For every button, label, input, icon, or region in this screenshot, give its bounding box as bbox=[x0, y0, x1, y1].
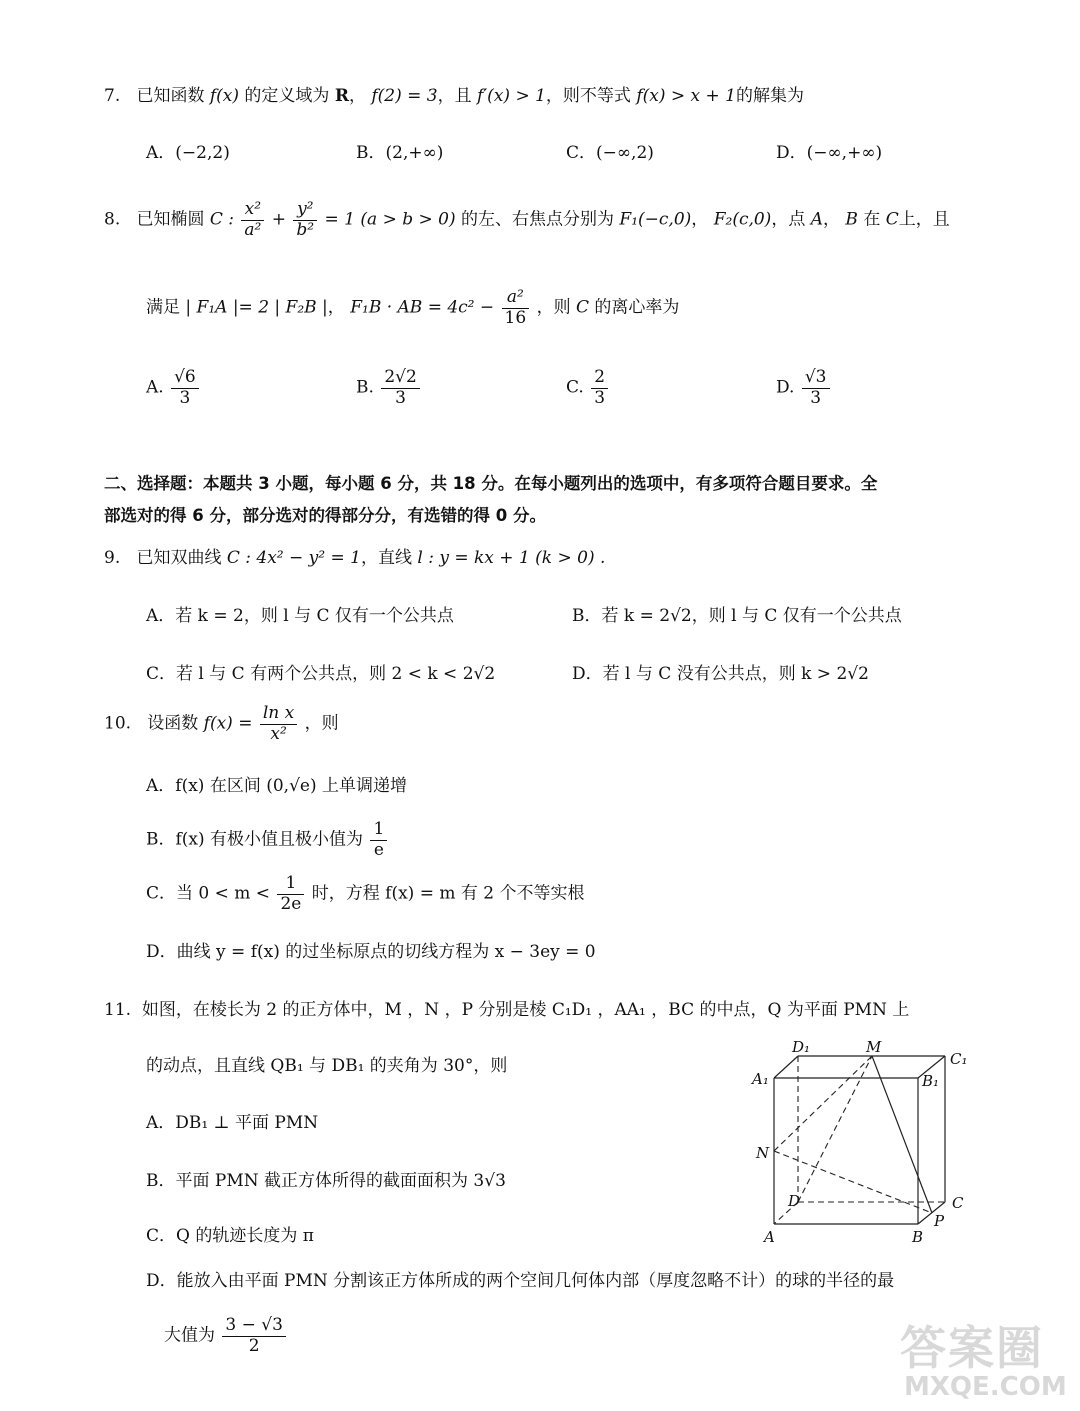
label-c1: C₁ bbox=[950, 1050, 968, 1068]
q10-frac: $\frac{\text{ln x}}{\text{x²}}$ bbox=[260, 704, 297, 744]
q10-option-a: A．f(x) 在区间 (0,√e) 上单调递增 bbox=[146, 776, 408, 796]
label-a1: A₁ bbox=[752, 1070, 769, 1088]
label-d1: D₁ bbox=[792, 1038, 811, 1056]
q7-option-d: D．(−∞,+∞) bbox=[776, 143, 883, 163]
q11-option-b: B．平面 PMN 截正方体所得的截面面积为 3√3 bbox=[146, 1171, 506, 1191]
q10-option-c: C．当 0 < m < $\frac{1}{2e}$ 时，方程 f(x) = m 有 2 个不等实根 bbox=[146, 873, 585, 914]
q8-option-c: C. $\frac{2}{3}$ bbox=[566, 368, 610, 408]
q8-frac-a2-16: $\frac{\text{a²}}{16}$ bbox=[502, 288, 530, 328]
label-d: D bbox=[788, 1192, 801, 1210]
q8-option-d: D. $\frac{√3}{3}$ bbox=[776, 368, 832, 408]
q9-option-b: B．若 k = 2√2，则 l 与 C 仅有一个公共点 bbox=[572, 606, 902, 626]
q11-option-d: D．能放入由平面 PMN 分割该正方体所成的两个空间几何体内部（厚度忽略不计）的球的半径的最 bbox=[146, 1271, 895, 1291]
segment-n-m bbox=[774, 1056, 872, 1151]
label-b1: B₁ bbox=[922, 1072, 940, 1090]
section2-heading-line1: 二、选择题：本题共 3 小题，每小题 6 分，共 18 分。在每小题列出的选项中，有多项符合题目要求。全 bbox=[104, 474, 878, 493]
q9-stem: 9. 已知双曲线 C : 4x² − y² = 1，直线 l : y = kx + 1 (k > 0) . bbox=[104, 548, 606, 568]
label-c: C bbox=[952, 1194, 964, 1212]
q11-stem-line1: 11. 如图，在棱长为 2 的正方体中，M ，N ，P 分别是棱 C₁D₁ ，AA₁ ，BC 的中点，Q 为平面 PMN 上 bbox=[104, 1000, 910, 1020]
q11-option-d-line2: 大值为 $\frac{3 - √3}{2}$ bbox=[164, 1316, 288, 1356]
label-n: N bbox=[756, 1144, 770, 1162]
q10-stem: 10. 设函数 f(x) = $\frac{\text{ln x}}{\text{x²}}$ ，则 bbox=[104, 703, 339, 744]
q7-option-c: C．(−∞,2) bbox=[566, 143, 654, 163]
q11-stem-line2: 的动点，且直线 QB₁ 与 DB₁ 的夹角为 30°，则 bbox=[146, 1056, 508, 1076]
q8-frac-y: $\frac{\text{y²}}{\text{b²}}$ bbox=[293, 200, 317, 240]
q10-option-d: D．曲线 y = f(x) 的过坐标原点的切线方程为 x − 3ey = 0 bbox=[146, 942, 596, 962]
label-b: B bbox=[912, 1228, 924, 1246]
q11-option-c: C．Q 的轨迹长度为 π bbox=[146, 1226, 314, 1246]
q11-option-a: A．DB₁ ⊥ 平面 PMN bbox=[146, 1113, 319, 1133]
q7-option-b: B．(2,+∞) bbox=[356, 143, 444, 163]
q8-stem-line2: 满足 | F₁A |= 2 | F₂B |， F₁B · AB = 4c² − $\frac{\text{a²}}{16}$ ，则 C 的离心率为 bbox=[146, 287, 680, 328]
watermark-url: MXQE.COM bbox=[904, 1372, 1067, 1402]
cube-figure bbox=[748, 1038, 978, 1248]
watermark-logo: 答案圈 bbox=[900, 1321, 1044, 1375]
q8-frac-x: $\frac{\text{x²}}{\text{a²}}$ bbox=[241, 200, 264, 240]
q10-option-b: B．f(x) 有极小值且极小值为 $\frac{1}{e}$ bbox=[146, 820, 389, 860]
section2-heading-line2: 部选对的得 6 分，部分选对的得部分分，有选错的得 0 分。 bbox=[104, 506, 546, 525]
q9-option-d: D．若 l 与 C 没有公共点，则 k > 2√2 bbox=[572, 664, 869, 684]
q8-option-a: A. $\frac{√6}{3}$ bbox=[146, 368, 201, 408]
q9-option-c: C．若 l 与 C 有两个公共点，则 2 < k < 2√2 bbox=[146, 664, 496, 684]
q7-stem: 7. 已知函数 f(x) 的定义域为 R， f(2) = 3，且 f′(x) > 1，则不等式 f(x) > x + 1的解集为 bbox=[104, 86, 804, 106]
label-a: A bbox=[764, 1228, 775, 1246]
q8-stem: 8. 已知椭圆 C : $\frac{\text{x²}}{\text{a²}}$ + $\frac{\text{y²}}{\text{b²}}$ = 1 (a > b > 0) 的左、右焦点分别为 F₁(−c,0)， F₂(c,0)，点 A， B 在 C上，且 bbox=[104, 199, 950, 240]
q8-option-b: B. $\frac{2√2}{3}$ bbox=[356, 368, 422, 408]
edge-a1-d1 bbox=[774, 1056, 798, 1078]
q9-option-a: A．若 k = 2，则 l 与 C 仅有一个公共点 bbox=[146, 606, 454, 626]
label-p: P bbox=[934, 1212, 945, 1230]
label-m: M bbox=[866, 1038, 882, 1056]
q7-option-a: A．(−2,2) bbox=[146, 143, 230, 163]
